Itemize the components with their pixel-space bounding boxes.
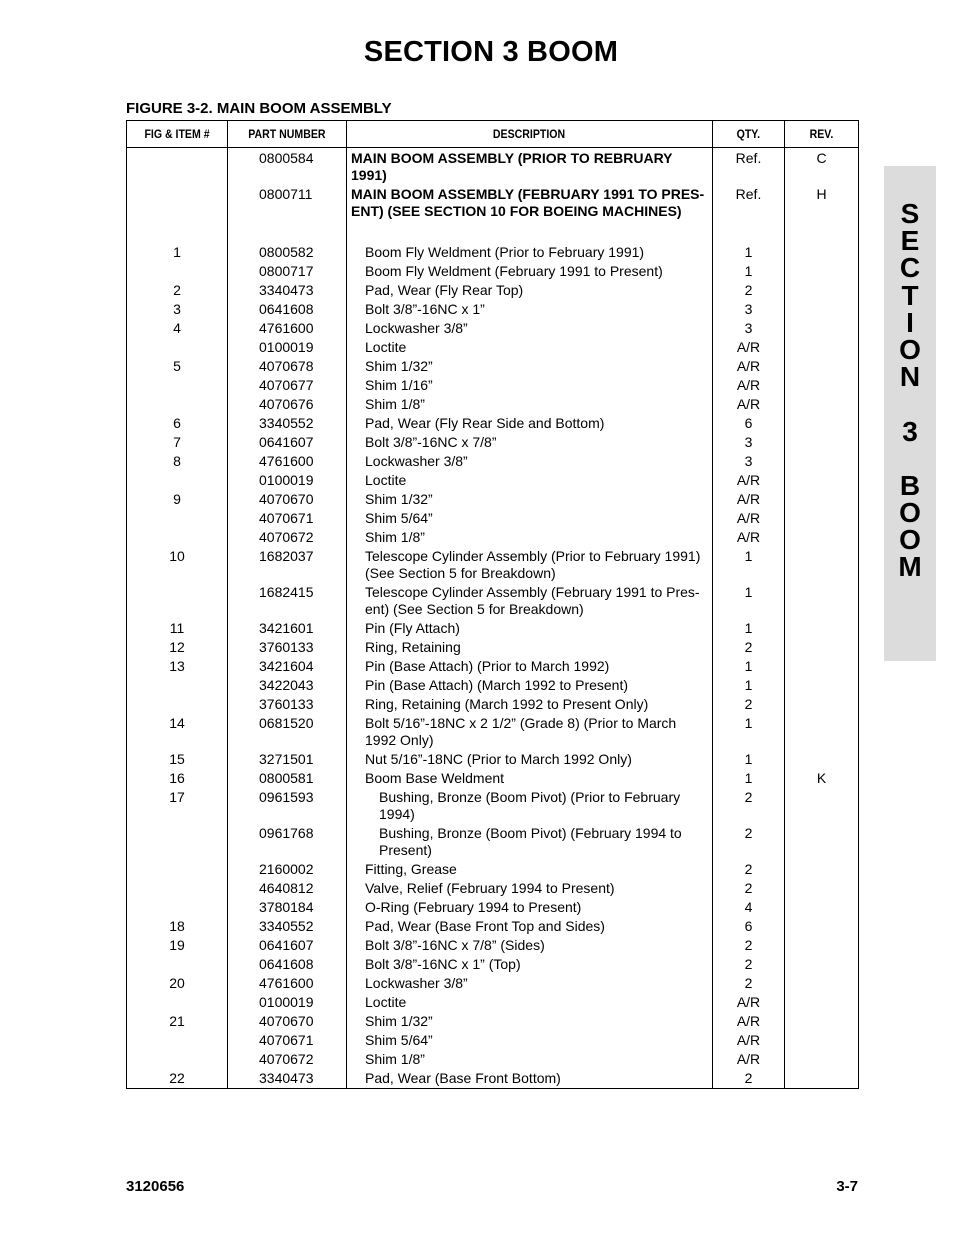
description-cell: Bolt 3/8”-16NC x 1” xyxy=(347,299,713,318)
part-number-cell: 0961593 xyxy=(228,787,347,823)
header-fig-item: FIG & ITEM # xyxy=(127,121,228,148)
rev-cell: K xyxy=(785,768,859,787)
qty-cell: A/R xyxy=(713,337,785,356)
table-row xyxy=(127,992,859,1011)
part-number-cell: 4761600 xyxy=(228,973,347,992)
table-row xyxy=(127,432,859,451)
fig-item-cell xyxy=(127,823,228,859)
qty-cell: A/R xyxy=(713,470,785,489)
table-row xyxy=(127,823,859,859)
qty-cell: A/R xyxy=(713,375,785,394)
table-row xyxy=(127,527,859,546)
table-row xyxy=(127,451,859,470)
qty-cell: 2 xyxy=(713,823,785,859)
rev-cell xyxy=(785,1049,859,1068)
table-row xyxy=(127,897,859,916)
header-part-number: PART NUMBER xyxy=(228,121,347,148)
parts-table-body xyxy=(127,148,859,1089)
description-cell: Pad, Wear (Fly Rear Top) xyxy=(347,280,713,299)
description-cell: Shim 1/32” xyxy=(347,1011,713,1030)
part-number-cell: 3760133 xyxy=(228,637,347,656)
fig-item-cell: 6 xyxy=(127,413,228,432)
section-side-tab xyxy=(884,166,936,661)
description-cell: Loctite xyxy=(347,992,713,1011)
part-number-cell: 0800717 xyxy=(228,261,347,280)
table-row xyxy=(127,954,859,973)
description-cell: Shim 1/16” xyxy=(347,375,713,394)
table-row xyxy=(127,299,859,318)
table-row xyxy=(127,337,859,356)
fig-item-cell xyxy=(127,897,228,916)
rev-cell xyxy=(785,451,859,470)
qty-cell: A/R xyxy=(713,489,785,508)
qty-cell: 1 xyxy=(713,261,785,280)
table-row xyxy=(127,713,859,749)
table-row xyxy=(127,1011,859,1030)
description-cell: Loctite xyxy=(347,337,713,356)
description-cell: MAIN BOOM ASSEMBLY (FEBRUARY 1991 TO PRES-ENT) (SEE SECTION 10 FOR BOEING MACHINES) xyxy=(347,184,713,242)
side-tab-letter: T xyxy=(901,279,919,311)
description-cell: Pin (Base Attach) (March 1992 to Present) xyxy=(347,675,713,694)
description-cell: Shim 1/8” xyxy=(347,394,713,413)
table-row xyxy=(127,916,859,935)
side-tab-letter xyxy=(884,390,936,417)
description-cell: Bolt 5/16”-18NC x 2 1/2” (Grade 8) (Prior to March 1992 Only) xyxy=(347,713,713,749)
description-cell: Boom Fly Weldment (Prior to February 1991) xyxy=(347,242,713,261)
fig-item-cell xyxy=(127,184,228,242)
rev-cell xyxy=(785,1011,859,1030)
rev-cell xyxy=(785,618,859,637)
description-cell: Shim 1/32” xyxy=(347,489,713,508)
rev-cell: H xyxy=(785,184,859,242)
table-row xyxy=(127,859,859,878)
table-row xyxy=(127,935,859,954)
side-tab-letter: O xyxy=(899,333,921,365)
rev-cell xyxy=(785,470,859,489)
table-row xyxy=(127,1049,859,1068)
side-tab-letter: N xyxy=(899,361,921,393)
part-number-cell: 3422043 xyxy=(228,675,347,694)
rev-cell xyxy=(785,318,859,337)
part-number-cell: 4640812 xyxy=(228,878,347,897)
rev-cell xyxy=(785,582,859,618)
qty-cell: 6 xyxy=(713,916,785,935)
rev-cell xyxy=(785,1030,859,1049)
side-tab-letter: O xyxy=(899,497,921,529)
part-number-cell: 0641607 xyxy=(228,432,347,451)
fig-item-cell xyxy=(127,394,228,413)
table-row xyxy=(127,356,859,375)
part-number-cell: 0800584 xyxy=(228,148,347,185)
qty-cell: 1 xyxy=(713,749,785,768)
part-number-cell: 0641608 xyxy=(228,299,347,318)
fig-item-cell: 18 xyxy=(127,916,228,935)
description-cell: Nut 5/16”-18NC (Prior to March 1992 Only) xyxy=(347,749,713,768)
table-row xyxy=(127,973,859,992)
fig-item-cell xyxy=(127,582,228,618)
description-cell: Lockwasher 3/8” xyxy=(347,451,713,470)
part-number-cell: 0800711 xyxy=(228,184,347,242)
description-cell: Telescope Cylinder Assembly (February 1991 to Pres-ent) (See Section 5 for Breakdown) xyxy=(347,582,713,618)
part-number-cell: 4070672 xyxy=(228,527,347,546)
part-number-cell: 3271501 xyxy=(228,749,347,768)
fig-item-cell xyxy=(127,992,228,1011)
side-tab-letter: C xyxy=(899,252,921,284)
fig-item-cell: 10 xyxy=(127,546,228,582)
side-tab-letter: 3 xyxy=(902,415,918,447)
part-number-cell: 0100019 xyxy=(228,992,347,1011)
table-row xyxy=(127,546,859,582)
table-row xyxy=(127,656,859,675)
fig-item-cell: 11 xyxy=(127,618,228,637)
table-row xyxy=(127,675,859,694)
table-row xyxy=(127,280,859,299)
part-number-cell: 3421604 xyxy=(228,656,347,675)
fig-item-cell xyxy=(127,675,228,694)
rev-cell xyxy=(785,954,859,973)
qty-cell: 3 xyxy=(713,451,785,470)
rev-cell xyxy=(785,656,859,675)
part-number-cell: 0800582 xyxy=(228,242,347,261)
table-row xyxy=(127,261,859,280)
rev-cell xyxy=(785,935,859,954)
qty-cell: A/R xyxy=(713,1011,785,1030)
fig-item-cell: 4 xyxy=(127,318,228,337)
rev-cell xyxy=(785,261,859,280)
part-number-cell: 4070671 xyxy=(228,508,347,527)
fig-item-cell: 1 xyxy=(127,242,228,261)
fig-item-cell xyxy=(127,337,228,356)
fig-item-cell: 13 xyxy=(127,656,228,675)
table-row xyxy=(127,878,859,897)
table-row xyxy=(127,375,859,394)
rev-cell xyxy=(785,432,859,451)
side-tab-letter: E xyxy=(900,225,920,257)
table-row xyxy=(127,470,859,489)
qty-cell: 2 xyxy=(713,694,785,713)
section-title: SECTION 3 BOOM xyxy=(363,36,619,68)
description-cell: Ring, Retaining xyxy=(347,637,713,656)
part-number-cell: 0800581 xyxy=(228,768,347,787)
table-row xyxy=(127,787,859,823)
fig-item-cell: 8 xyxy=(127,451,228,470)
fig-item-cell xyxy=(127,1049,228,1068)
description-cell: Shim 1/32” xyxy=(347,356,713,375)
fig-item-cell: 2 xyxy=(127,280,228,299)
page-number: 3-7 xyxy=(836,1178,858,1195)
part-number-cell: 0681520 xyxy=(228,713,347,749)
table-row xyxy=(127,1030,859,1049)
rev-cell xyxy=(785,527,859,546)
qty-cell: 1 xyxy=(713,768,785,787)
fig-item-cell xyxy=(127,859,228,878)
table-row xyxy=(127,749,859,768)
rev-cell xyxy=(785,394,859,413)
description-cell: Telescope Cylinder Assembly (Prior to February 1991) (See Section 5 for Breakdown) xyxy=(347,546,713,582)
description-cell: Bushing, Bronze (Boom Pivot) (Prior to February 1994) xyxy=(347,787,713,823)
description-cell: Pad, Wear (Fly Rear Side and Bottom) xyxy=(347,413,713,432)
part-number-cell: 1682415 xyxy=(228,582,347,618)
rev-cell xyxy=(785,280,859,299)
rev-cell xyxy=(785,413,859,432)
fig-item-cell: 5 xyxy=(127,356,228,375)
qty-cell: 1 xyxy=(713,675,785,694)
table-row xyxy=(127,618,859,637)
part-number-cell: 4070676 xyxy=(228,394,347,413)
part-number-cell: 4070670 xyxy=(228,489,347,508)
fig-item-cell xyxy=(127,878,228,897)
table-row xyxy=(127,318,859,337)
parts-table xyxy=(126,120,859,1089)
part-number-cell: 3421601 xyxy=(228,618,347,637)
rev-cell xyxy=(785,675,859,694)
part-number-cell: 4070678 xyxy=(228,356,347,375)
side-tab-letter: M xyxy=(898,551,922,583)
rev-cell xyxy=(785,1068,859,1089)
fig-item-cell xyxy=(127,694,228,713)
qty-cell: 1 xyxy=(713,582,785,618)
qty-cell: 2 xyxy=(713,280,785,299)
rev-cell xyxy=(785,546,859,582)
fig-item-cell: 14 xyxy=(127,713,228,749)
rev-cell xyxy=(785,356,859,375)
rev-cell xyxy=(785,713,859,749)
rev-cell xyxy=(785,242,859,261)
part-number-cell: 4761600 xyxy=(228,318,347,337)
side-tab-letter: S xyxy=(900,198,920,229)
table-row xyxy=(127,768,859,787)
fig-item-cell xyxy=(127,1030,228,1049)
fig-item-cell: 15 xyxy=(127,749,228,768)
fig-item-cell xyxy=(127,148,228,185)
rev-cell xyxy=(785,637,859,656)
table-row xyxy=(127,1068,859,1089)
description-cell: Pad, Wear (Base Front Bottom) xyxy=(347,1068,713,1089)
table-row xyxy=(127,637,859,656)
qty-cell: 2 xyxy=(713,973,785,992)
rev-cell xyxy=(785,299,859,318)
part-number-cell: 4761600 xyxy=(228,451,347,470)
part-number-cell: 0100019 xyxy=(228,337,347,356)
description-cell: Pin (Fly Attach) xyxy=(347,618,713,637)
fig-item-cell xyxy=(127,508,228,527)
fig-item-cell xyxy=(127,375,228,394)
description-cell: Bushing, Bronze (Boom Pivot) (February 1994 to Present) xyxy=(347,823,713,859)
fig-item-cell: 17 xyxy=(127,787,228,823)
qty-cell: 2 xyxy=(713,859,785,878)
qty-cell: 3 xyxy=(713,318,785,337)
part-number-cell: 4070670 xyxy=(228,1011,347,1030)
description-cell: Shim 1/8” xyxy=(347,527,713,546)
description-cell: Loctite xyxy=(347,470,713,489)
fig-item-cell xyxy=(127,470,228,489)
part-number-cell: 4070671 xyxy=(228,1030,347,1049)
document-number: 3120656 xyxy=(126,1178,185,1195)
table-row xyxy=(127,508,859,527)
part-number-cell: 3340552 xyxy=(228,413,347,432)
qty-cell: A/R xyxy=(713,508,785,527)
rev-cell xyxy=(785,897,859,916)
description-cell: MAIN BOOM ASSEMBLY (PRIOR TO REBRUARY 1991) xyxy=(347,148,713,185)
description-cell: Ring, Retaining (March 1992 to Present Only) xyxy=(347,694,713,713)
table-row xyxy=(127,694,859,713)
description-cell: Lockwasher 3/8” xyxy=(347,973,713,992)
rev-cell xyxy=(785,749,859,768)
rev-cell xyxy=(785,916,859,935)
header-rev: REV. xyxy=(785,121,859,148)
header-description: DESCRIPTION xyxy=(347,121,713,148)
part-number-cell: 3340552 xyxy=(228,916,347,935)
fig-item-cell xyxy=(127,954,228,973)
qty-cell: 2 xyxy=(713,878,785,897)
part-number-cell: 0641608 xyxy=(228,954,347,973)
fig-item-cell: 16 xyxy=(127,768,228,787)
description-cell: Pin (Base Attach) (Prior to March 1992) xyxy=(347,656,713,675)
fig-item-cell: 9 xyxy=(127,489,228,508)
rev-cell xyxy=(785,823,859,859)
fig-item-cell: 21 xyxy=(127,1011,228,1030)
table-row xyxy=(127,394,859,413)
description-cell: Boom Fly Weldment (February 1991 to Present) xyxy=(347,261,713,280)
description-cell: Bolt 3/8”-16NC x 7/8” xyxy=(347,432,713,451)
part-number-cell: 2160002 xyxy=(228,859,347,878)
description-cell: Fitting, Grease xyxy=(347,859,713,878)
fig-item-cell xyxy=(127,527,228,546)
qty-cell: Ref. xyxy=(713,184,785,242)
fig-item-cell: 12 xyxy=(127,637,228,656)
rev-cell xyxy=(785,787,859,823)
part-number-cell: 4070677 xyxy=(228,375,347,394)
description-cell: Lockwasher 3/8” xyxy=(347,318,713,337)
fig-item-cell: 7 xyxy=(127,432,228,451)
qty-cell: Ref. xyxy=(713,148,785,185)
table-row xyxy=(127,413,859,432)
rev-cell xyxy=(785,508,859,527)
description-cell: Pad, Wear (Base Front Top and Sides) xyxy=(347,916,713,935)
side-tab-letter xyxy=(884,445,936,472)
rev-cell xyxy=(785,859,859,878)
table-row xyxy=(127,489,859,508)
side-tab-letters xyxy=(884,200,936,581)
qty-cell: 4 xyxy=(713,897,785,916)
part-number-cell: 0100019 xyxy=(228,470,347,489)
fig-item-cell xyxy=(127,261,228,280)
part-number-cell: 0961768 xyxy=(228,823,347,859)
qty-cell: A/R xyxy=(713,992,785,1011)
rev-cell xyxy=(785,694,859,713)
qty-cell: A/R xyxy=(713,1049,785,1068)
fig-item-cell: 3 xyxy=(127,299,228,318)
qty-cell: 3 xyxy=(713,432,785,451)
qty-cell: A/R xyxy=(713,1030,785,1049)
figure-title: FIGURE 3-2. MAIN BOOM ASSEMBLY xyxy=(126,100,392,117)
qty-cell: 2 xyxy=(713,787,785,823)
description-cell: Shim 5/64” xyxy=(347,1030,713,1049)
table-row xyxy=(127,242,859,261)
description-cell: Valve, Relief (February 1994 to Present) xyxy=(347,878,713,897)
rev-cell: C xyxy=(785,148,859,185)
rev-cell xyxy=(785,489,859,508)
qty-cell: 3 xyxy=(713,299,785,318)
part-number-cell: 4070672 xyxy=(228,1049,347,1068)
part-number-cell: 1682037 xyxy=(228,546,347,582)
part-number-cell: 3780184 xyxy=(228,897,347,916)
rev-cell xyxy=(785,992,859,1011)
rev-cell xyxy=(785,337,859,356)
side-tab-letter: B xyxy=(899,469,921,501)
qty-cell: 1 xyxy=(713,656,785,675)
qty-cell: 2 xyxy=(713,637,785,656)
table-row xyxy=(127,148,859,185)
header-qty: QTY. xyxy=(713,121,785,148)
part-number-cell: 3340473 xyxy=(228,1068,347,1089)
table-header-row xyxy=(127,121,859,148)
qty-cell: 2 xyxy=(713,935,785,954)
description-cell: Bolt 3/8”-16NC x 7/8” (Sides) xyxy=(347,935,713,954)
description-cell: Bolt 3/8”-16NC x 1” (Top) xyxy=(347,954,713,973)
qty-cell: 1 xyxy=(713,713,785,749)
rev-cell xyxy=(785,973,859,992)
qty-cell: 1 xyxy=(713,546,785,582)
rev-cell xyxy=(785,375,859,394)
qty-cell: A/R xyxy=(713,356,785,375)
description-cell: O-Ring (February 1994 to Present) xyxy=(347,897,713,916)
part-number-cell: 3340473 xyxy=(228,280,347,299)
fig-item-cell: 22 xyxy=(127,1068,228,1089)
side-tab-letter: I xyxy=(906,306,914,338)
part-number-cell: 0641607 xyxy=(228,935,347,954)
fig-item-cell: 19 xyxy=(127,935,228,954)
qty-cell: 2 xyxy=(713,954,785,973)
qty-cell: 2 xyxy=(713,1068,785,1089)
part-number-cell: 3760133 xyxy=(228,694,347,713)
qty-cell: 6 xyxy=(713,413,785,432)
qty-cell: A/R xyxy=(713,527,785,546)
qty-cell: A/R xyxy=(713,394,785,413)
description-cell: Shim 1/8” xyxy=(347,1049,713,1068)
rev-cell xyxy=(785,878,859,897)
table-row xyxy=(127,582,859,618)
fig-item-cell: 20 xyxy=(127,973,228,992)
side-tab-letter: O xyxy=(899,524,921,556)
description-cell: Boom Base Weldment xyxy=(347,768,713,787)
qty-cell: 1 xyxy=(713,618,785,637)
description-cell: Shim 5/64” xyxy=(347,508,713,527)
qty-cell: 1 xyxy=(713,242,785,261)
table-row xyxy=(127,184,859,242)
